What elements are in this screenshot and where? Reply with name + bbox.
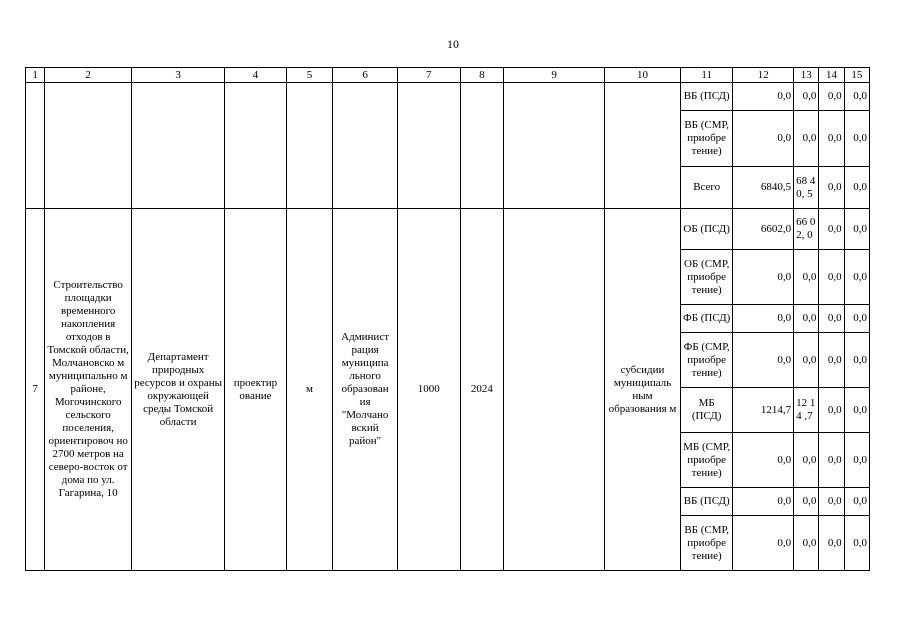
executor: Админист рация муниципа льного образован ия "Молчано вский район"	[333, 209, 398, 571]
amount-year: 0,0	[844, 388, 869, 433]
amount-year: 68 40, 5	[794, 167, 819, 209]
column-number: 10	[605, 68, 681, 83]
empty-cell	[225, 83, 287, 209]
amount-year: 0,0	[794, 488, 819, 516]
amount-year: 0,0	[844, 333, 869, 388]
page-number: 10	[447, 37, 459, 51]
column-number: 2	[45, 68, 132, 83]
column-number: 7	[397, 68, 460, 83]
empty-cell	[504, 83, 605, 209]
funding-source: ВБ (ПСД)	[680, 83, 733, 111]
amount-year: 0,0	[819, 167, 844, 209]
amount-total: 0,0	[733, 250, 794, 305]
funding-source: ВБ (СМР, приобре тение)	[680, 516, 733, 571]
amount-year: 0,0	[844, 83, 869, 111]
amount-year: 0,0	[844, 111, 869, 167]
funding-source: ОБ (ПСД)	[680, 209, 733, 250]
amount-year: 0,0	[844, 167, 869, 209]
empty-cell	[460, 83, 503, 209]
amount-total: 0,0	[733, 83, 794, 111]
amount-year: 0,0	[794, 433, 819, 488]
funding-source: Всего	[680, 167, 733, 209]
funding-source: ФБ (ПСД)	[680, 305, 733, 333]
funding-source: ВБ (ПСД)	[680, 488, 733, 516]
amount-year: 0,0	[819, 209, 844, 250]
amount-year: 0,0	[844, 516, 869, 571]
amount-year: 0,0	[819, 83, 844, 111]
column-number: 12	[733, 68, 794, 83]
year: 2024	[460, 209, 503, 571]
empty-cell	[286, 83, 332, 209]
item-number: 7	[26, 209, 45, 571]
amount-total: 0,0	[733, 488, 794, 516]
amount-total: 1214,7	[733, 388, 794, 433]
column-number: 9	[504, 68, 605, 83]
amount-year: 0,0	[819, 111, 844, 167]
amount-total: 0,0	[733, 333, 794, 388]
table-row	[26, 83, 870, 111]
amount-total: 0,0	[733, 433, 794, 488]
unit: м	[286, 209, 332, 571]
amount-year: 0,0	[819, 488, 844, 516]
column-number: 15	[844, 68, 869, 83]
column-numbers-row	[26, 68, 870, 83]
amount-year: 0,0	[794, 250, 819, 305]
amount-year: 12 14 ,7	[794, 388, 819, 433]
amount-year: 0,0	[794, 333, 819, 388]
funding-source: ФБ (СМР, приобре тение)	[680, 333, 733, 388]
funding-source: ВБ (СМР, приобре тение)	[680, 111, 733, 167]
amount-year: 0,0	[819, 433, 844, 488]
program-table	[25, 67, 870, 571]
object-name: Строительство площадки временного накопления отходов в Томской области, Молчановско м муниципально м районе, Могочинского сельского поселения, ориентировоч но 2700 метров на северо-восток от дома по ул. Гагарина, 10	[45, 209, 132, 571]
amount-year: 0,0	[819, 250, 844, 305]
empty-cell	[26, 83, 45, 209]
amount-year: 0,0	[819, 305, 844, 333]
funding-source: ОБ (СМР, приобре тение)	[680, 250, 733, 305]
column-number: 8	[460, 68, 503, 83]
table-row	[26, 209, 870, 250]
amount-year: 0,0	[794, 516, 819, 571]
empty-cell	[45, 83, 132, 209]
empty-cell	[132, 83, 225, 209]
amount-year: 0,0	[794, 111, 819, 167]
capacity: 1000	[397, 209, 460, 571]
amount-year: 0,0	[844, 488, 869, 516]
customer: Департамент природных ресурсов и охраны окружающей среды Томской области	[132, 209, 225, 571]
amount-total: 0,0	[733, 516, 794, 571]
column-number: 1	[26, 68, 45, 83]
column-number: 11	[680, 68, 733, 83]
column-number: 4	[225, 68, 287, 83]
column-number: 13	[794, 68, 819, 83]
empty-cell	[397, 83, 460, 209]
funding-source: МБ (ПСД)	[680, 388, 733, 433]
amount-year: 0,0	[844, 433, 869, 488]
column-number: 5	[286, 68, 332, 83]
amount-total: 0,0	[733, 111, 794, 167]
amount-year: 0,0	[844, 305, 869, 333]
amount-year: 0,0	[819, 516, 844, 571]
stage: проектир ование	[225, 209, 287, 571]
empty-cell	[504, 209, 605, 571]
empty-cell	[333, 83, 398, 209]
column-number: 6	[333, 68, 398, 83]
amount-year: 0,0	[794, 305, 819, 333]
amount-total: 6840,5	[733, 167, 794, 209]
empty-cell	[605, 83, 681, 209]
funding-source: МБ (СМР, приобре тение)	[680, 433, 733, 488]
amount-total: 0,0	[733, 305, 794, 333]
amount-total: 6602,0	[733, 209, 794, 250]
amount-year: 0,0	[844, 250, 869, 305]
amount-year: 0,0	[819, 388, 844, 433]
amount-year: 66 02, 0	[794, 209, 819, 250]
amount-year: 0,0	[819, 333, 844, 388]
amount-year: 0,0	[844, 209, 869, 250]
column-number: 3	[132, 68, 225, 83]
column-number: 14	[819, 68, 844, 83]
funding-mechanism: субсидии муниципаль ным образования м	[605, 209, 681, 571]
amount-year: 0,0	[794, 83, 819, 111]
